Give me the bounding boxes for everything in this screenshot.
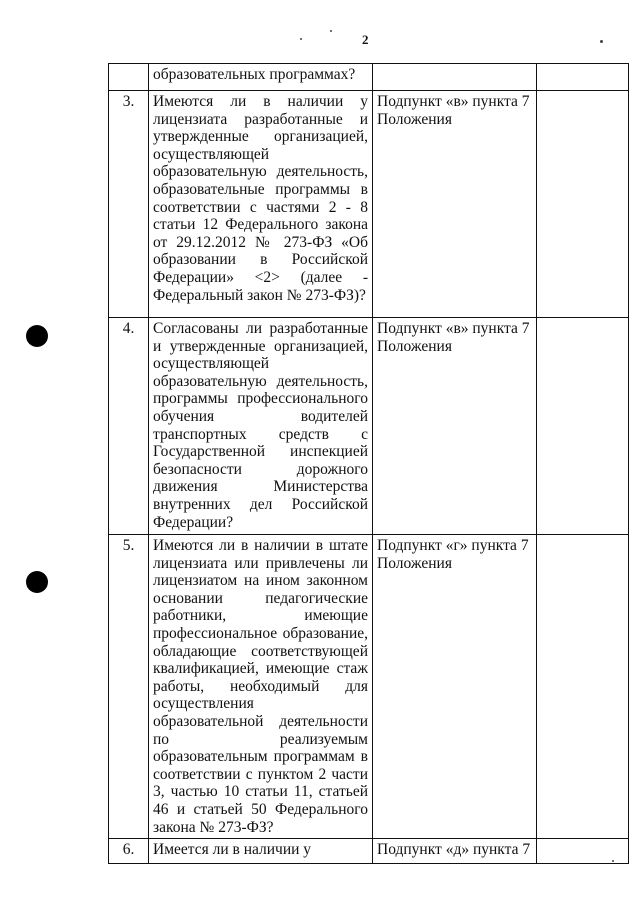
table-row — [109, 64, 629, 91]
page-number: 2 — [362, 32, 369, 47]
table-row — [109, 318, 629, 535]
question-cell: Согласованы ли разработанные и утвержденные организацией, осуществляющей образовательную деятельность, программы профессионального обучения водителей транспортных средств с Государственной инспекцией безопасности дорожного движения Министерства внутренних дел Российской Федерации? — [149, 318, 373, 535]
note-cell — [537, 535, 629, 839]
scan-speck — [600, 40, 603, 43]
scan-speck — [330, 30, 332, 32]
reference-cell — [373, 64, 537, 91]
note-cell — [537, 318, 629, 535]
table-row — [109, 91, 629, 318]
question-cell: Имеются ли в наличии у лицензиата разработанные и утвержденные организацией, осуществляющей образовательную деятельность, образовательные программы в соответствии с частями 2 - 8 статьи 12 Федерального закона от 29.12.2012 № 273-ФЗ «Об образовании в Российской Федерации» <2> (далее - Федеральный закон № 273-ФЗ)? — [149, 91, 373, 318]
row-number — [109, 64, 149, 91]
table-row — [109, 535, 629, 839]
question-cell: Имеется ли в наличии у — [149, 839, 373, 864]
row-number: 5. — [109, 535, 149, 839]
row-number: 3. — [109, 91, 149, 318]
question-cell: образовательных программах? — [149, 64, 373, 91]
note-cell — [537, 839, 629, 864]
note-cell — [537, 91, 629, 318]
compliance-table — [108, 63, 629, 864]
reference-cell: Подпункт «д» пункта 7 — [373, 839, 537, 864]
table-row — [109, 839, 629, 864]
reference-cell: Подпункт «г» пункта 7 Положения — [373, 535, 537, 839]
punch-hole — [26, 571, 48, 593]
punch-hole — [26, 325, 48, 347]
reference-cell: Подпункт «в» пункта 7 Положения — [373, 91, 537, 318]
scan-speck — [300, 38, 302, 40]
question-cell: Имеются ли в наличии в штате лицензиата или привлечены ли лицензиатом на ином законном основании педагогические работники, имеющие профессиональное образование, обладающие соответствующей квалификацией, имеющие стаж работы, необходимый для осуществления образовательной деятельности по реализуемым образовательным программам в соответствии с пунктом 2 части 3, частью 10 статьи 11, статьей 46 и статьей 50 Федерального закона № 273-ФЗ? — [149, 535, 373, 839]
note-cell — [537, 64, 629, 91]
reference-cell: Подпункт «в» пункта 7 Положения — [373, 318, 537, 535]
row-number: 4. — [109, 318, 149, 535]
row-number: 6. — [109, 839, 149, 864]
